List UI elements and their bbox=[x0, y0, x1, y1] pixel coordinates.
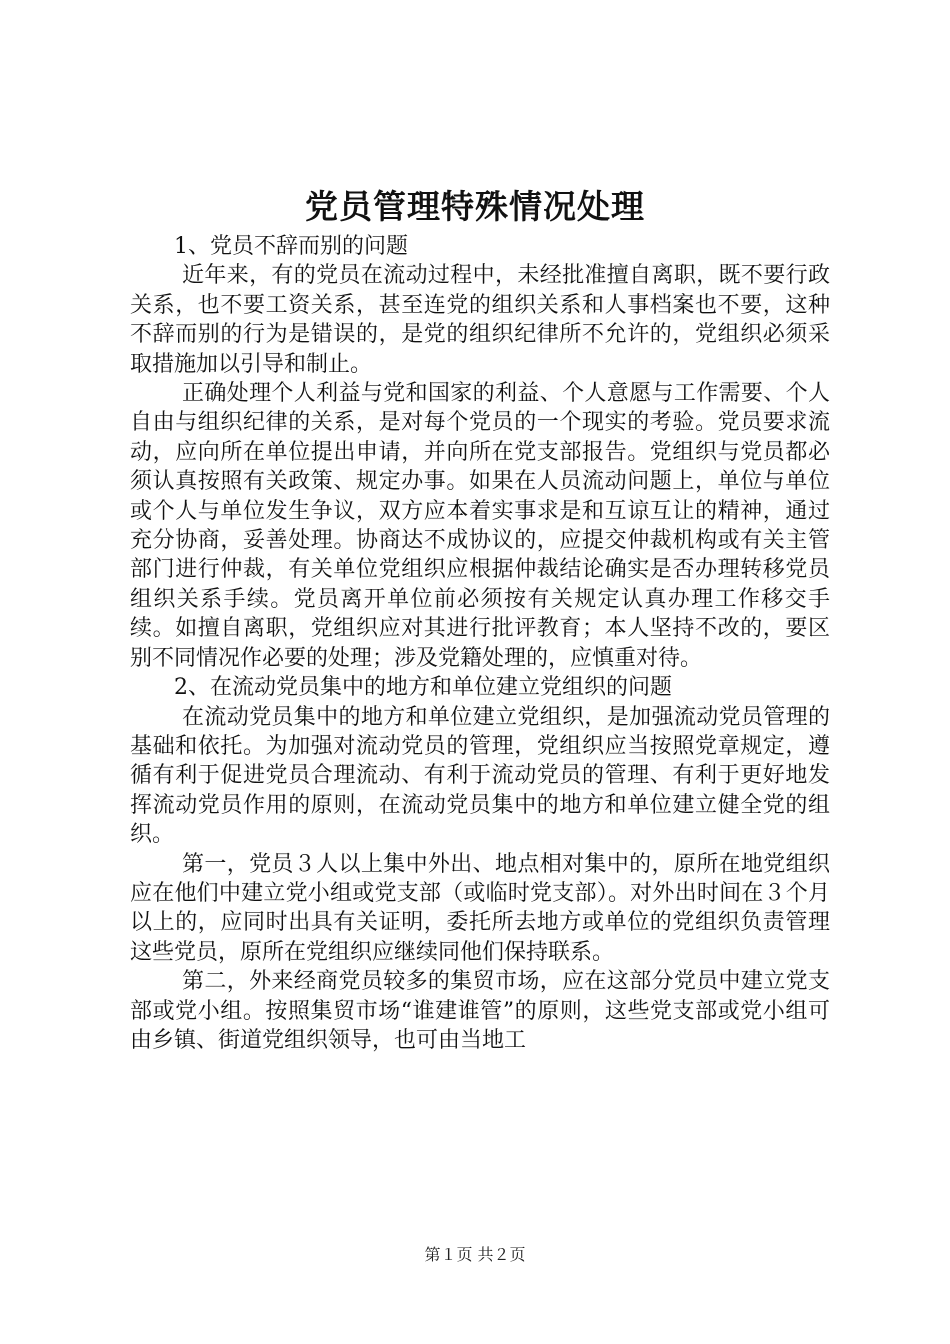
page-footer: 第１页 共２页 bbox=[424, 1245, 526, 1264]
section-heading-2: 2、在流动党员集中的地方和单位建立党组织的问题 bbox=[174, 675, 672, 701]
paragraph: 在流动党员集中的地方和单位建立党组织，是加强流动党员管理的基础和依托。为加强对流动党员的管理，党组织应当按照党章规定，遵循有利于促进党员合理流动、有利于流动党员的管理、有利于更好地发挥流动党员作用的原则，在流动党员集中的地方和单位建立健全党的组织。 bbox=[130, 704, 830, 848]
paragraph: 近年来，有的党员在流动过程中，未经批准擅自离职，既不要行政关系，也不要工资关系，甚至连党的组织关系和人事档案也不要，这种不辞而别的行为是错误的，是党的组织纪律所不允许的，党组织必须采取措施加以引导和制止。 bbox=[130, 263, 830, 377]
document-body bbox=[130, 232, 830, 1055]
section-heading-1: 1、党员不辞而别的问题 bbox=[174, 234, 408, 259]
document-title: 党员管理特殊情况处理 bbox=[305, 187, 645, 226]
paragraph: 第一，党员３人以上集中外出、地点相对集中的，原所在地党组织应在他们中建立党小组或党支部（或临时党支部）。对外出时间在３个月以上的，应同时出具有关证明，委托所去地方或单位的党组织负责管理这些党员，原所在党组织应继续同他们保持联系。 bbox=[130, 851, 830, 965]
paragraph: 正确处理个人利益与党和国家的利益、个人意愿与工作需要、个人自由与组织纪律的关系，是对每个党员的一个现实的考验。党员要求流动，应向所在单位提出申请，并向所在党支部报告。党组织与党员都必须认真按照有关政策、规定办事。如果在人员流动问题上，单位与单位或个人与单位发生争议，双方应本着实事求是和互谅互让的精神，通过充分协商，妥善处理。协商达不成协议的，应提交仲裁机构或有关主管部门进行仲裁，有关单位党组织应根据仲裁结论确实是否办理转移党员组织关系手续。党员离开单位前必须按有关规定认真办理工作移交手续。如擅自离职，党组织应对其进行批评教育；本人坚持不改的，要区别不同情况作必要的处理；涉及党籍处理的，应慎重对待。 bbox=[130, 381, 830, 671]
paragraph: 第二，外来经商党员较多的集贸市场，应在这部分党员中建立党支部或党小组。按照集贸市场“谁建谁管”的原则，这些党支部或党小组可由乡镇、街道党组织领导，也可由当地工 bbox=[130, 969, 830, 1053]
